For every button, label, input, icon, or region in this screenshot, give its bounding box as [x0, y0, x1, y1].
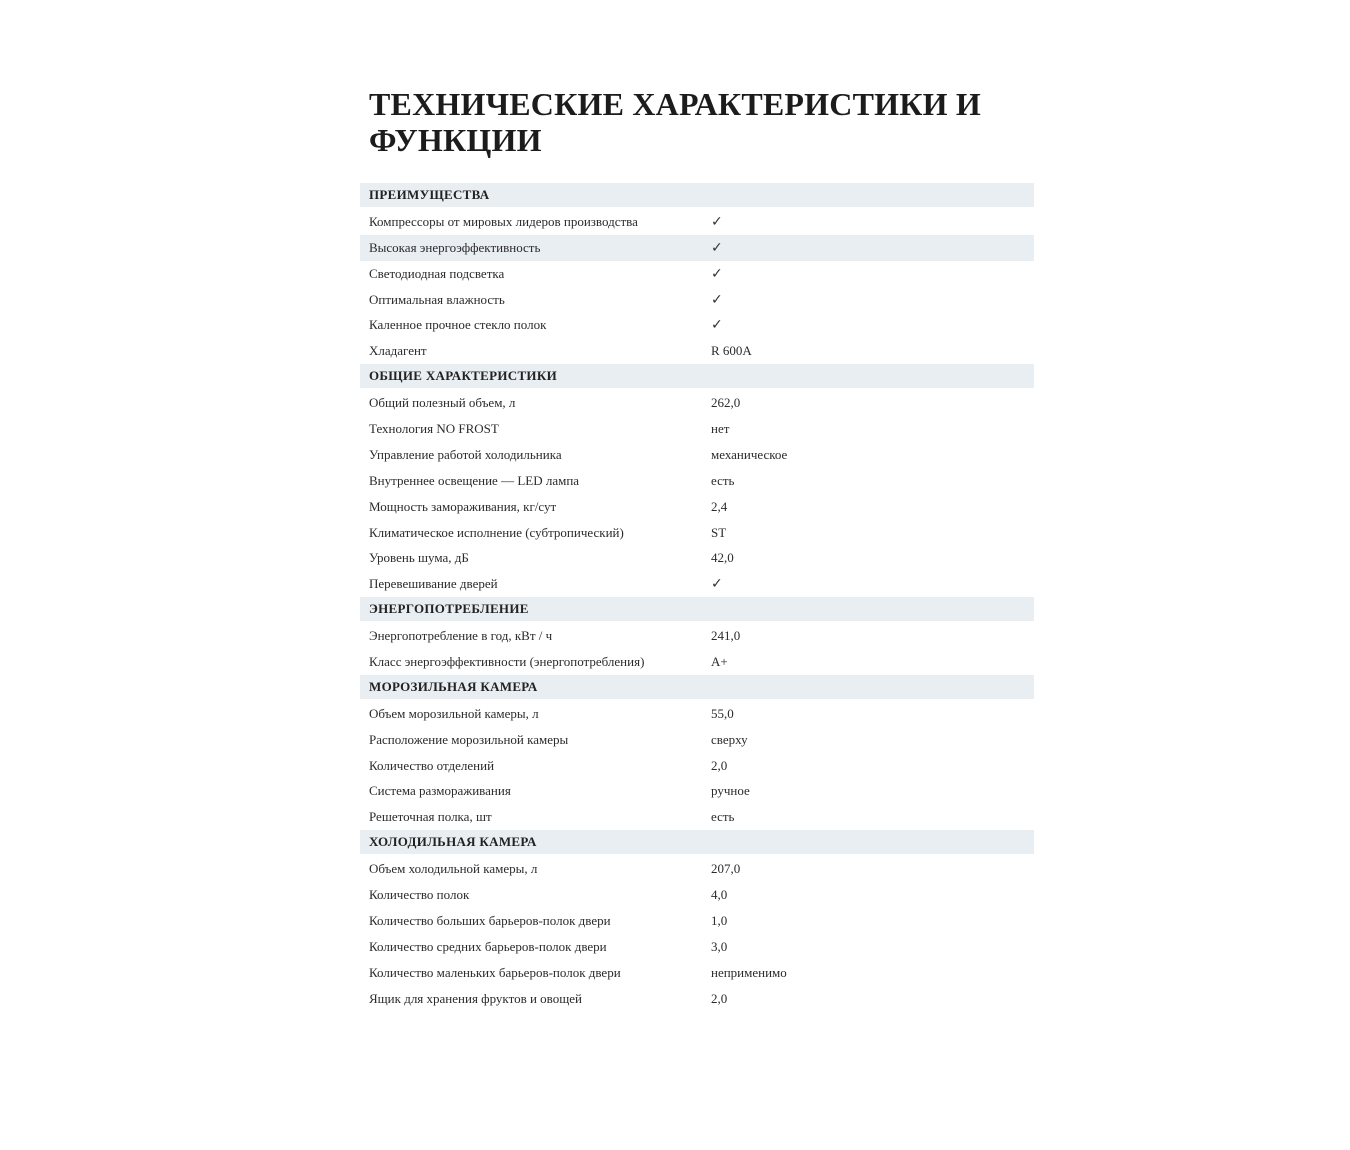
spec-name: Система размораживания	[369, 783, 511, 799]
spec-row	[360, 856, 1034, 882]
spec-name: Климатическое исполнение (субтропический)	[369, 524, 624, 540]
section-title: ОБЩИЕ ХАРАКТЕРИСТИКИ	[369, 368, 557, 384]
check-icon: ✓	[711, 239, 723, 256]
page-title: ТЕХНИЧЕСКИЕ ХАРАКТЕРИСТИКИ И ФУНКЦИИ	[369, 86, 981, 158]
spec-row	[360, 753, 1034, 779]
spec-value: сверху	[711, 731, 748, 747]
section-title: ЭНЕРГОПОТРЕБЛЕНИЕ	[369, 601, 529, 617]
check-icon: ✓	[711, 576, 723, 593]
spec-value: 2,0	[711, 990, 728, 1006]
spec-row	[360, 649, 1034, 675]
spec-name: Энергопотребление в год, кВт / ч	[369, 628, 553, 644]
spec-value: 241,0	[711, 628, 741, 644]
spec-row	[360, 287, 1034, 313]
check-icon: ✓	[711, 291, 723, 308]
spec-name: Общий полезный объем, л	[369, 395, 516, 411]
spec-row	[360, 468, 1034, 494]
spec-row	[360, 882, 1034, 908]
spec-value: A+	[711, 653, 728, 669]
spec-name: Технология NO FROST	[369, 420, 499, 436]
spec-name: Мощность замораживания, кг/сут	[369, 498, 557, 514]
spec-value: ST	[711, 524, 727, 540]
spec-row	[360, 701, 1034, 727]
spec-value: 4,0	[711, 886, 728, 902]
section-header	[360, 675, 1034, 699]
section-title: МОРОЗИЛЬНАЯ КАМЕРА	[369, 678, 538, 694]
spec-value: 3,0	[711, 938, 728, 954]
spec-name: Внутреннее освещение — LED лампа	[369, 472, 580, 488]
spec-name: Количество полок	[369, 886, 470, 902]
spec-name: Класс энергоэффективности (энергопотребления)	[369, 653, 645, 669]
spec-row	[360, 908, 1034, 934]
spec-name: Хладагент	[369, 343, 427, 359]
spec-name: Объем морозильной камеры, л	[369, 705, 539, 721]
spec-value: есть	[711, 472, 735, 488]
spec-row	[360, 986, 1034, 1012]
check-icon: ✓	[711, 317, 723, 334]
spec-row	[360, 545, 1034, 571]
spec-row	[360, 960, 1034, 986]
spec-row	[360, 261, 1034, 287]
spec-value: нет	[711, 420, 730, 436]
spec-name: Высокая энергоэффективность	[369, 239, 541, 255]
spec-value: ручное	[711, 783, 750, 799]
spec-row	[360, 623, 1034, 649]
spec-value: 2,0	[711, 757, 728, 773]
spec-value: 55,0	[711, 705, 734, 721]
spec-row	[360, 727, 1034, 753]
section-title: ПРЕИМУЩЕСТВА	[369, 187, 490, 202]
spec-name: Количество больших барьеров-полок двери	[369, 912, 611, 928]
spec-row	[360, 494, 1034, 520]
spec-row	[360, 312, 1034, 338]
spec-name: Светодиодная подсветка	[369, 265, 505, 281]
spec-row	[360, 934, 1034, 960]
check-icon: ✓	[711, 213, 723, 230]
spec-name: Каленное прочное стекло полок	[369, 317, 547, 333]
check-icon: ✓	[711, 265, 723, 282]
section-header	[360, 183, 1034, 207]
spec-row	[360, 778, 1034, 804]
spec-value: 1,0	[711, 912, 728, 928]
spec-value: 42,0	[711, 550, 734, 566]
section-header	[360, 597, 1034, 621]
spec-name: Объем холодильной камеры, л	[369, 861, 538, 877]
spec-name: Количество отделений	[369, 757, 495, 773]
spec-row	[360, 571, 1034, 597]
spec-table	[360, 183, 1034, 1012]
section-header	[360, 364, 1034, 388]
spec-name: Перевешивание дверей	[369, 576, 498, 592]
spec-value: 262,0	[711, 395, 741, 411]
spec-value: механическое	[711, 446, 788, 462]
spec-name: Расположение морозильной камеры	[369, 731, 569, 747]
spec-value: есть	[711, 809, 735, 825]
spec-row	[360, 442, 1034, 468]
spec-name: Оптимальная влажность	[369, 291, 505, 307]
spec-name: Уровень шума, дБ	[369, 550, 469, 566]
spec-value: 2,4	[711, 498, 728, 514]
spec-row	[360, 338, 1034, 364]
spec-row	[360, 390, 1034, 416]
spec-name: Ящик для хранения фруктов и овощей	[369, 990, 582, 1006]
spec-value: R 600A	[711, 343, 752, 359]
spec-row	[360, 235, 1034, 261]
spec-value: неприменимо	[711, 964, 787, 980]
spec-row	[360, 804, 1034, 830]
spec-name: Компрессоры от мировых лидеров производства	[369, 213, 638, 229]
spec-name: Количество средних барьеров-полок двери	[369, 938, 607, 954]
spec-value: 207,0	[711, 861, 741, 877]
spec-name: Количество маленьких барьеров-полок двери	[369, 964, 621, 980]
section-title: ХОЛОДИЛЬНАЯ КАМЕРА	[369, 834, 537, 850]
spec-name: Решеточная полка, шт	[369, 809, 492, 825]
spec-row	[360, 209, 1034, 235]
spec-row	[360, 416, 1034, 442]
spec-row	[360, 520, 1034, 546]
section-header	[360, 830, 1034, 854]
spec-name: Управление работой холодильника	[369, 446, 562, 462]
